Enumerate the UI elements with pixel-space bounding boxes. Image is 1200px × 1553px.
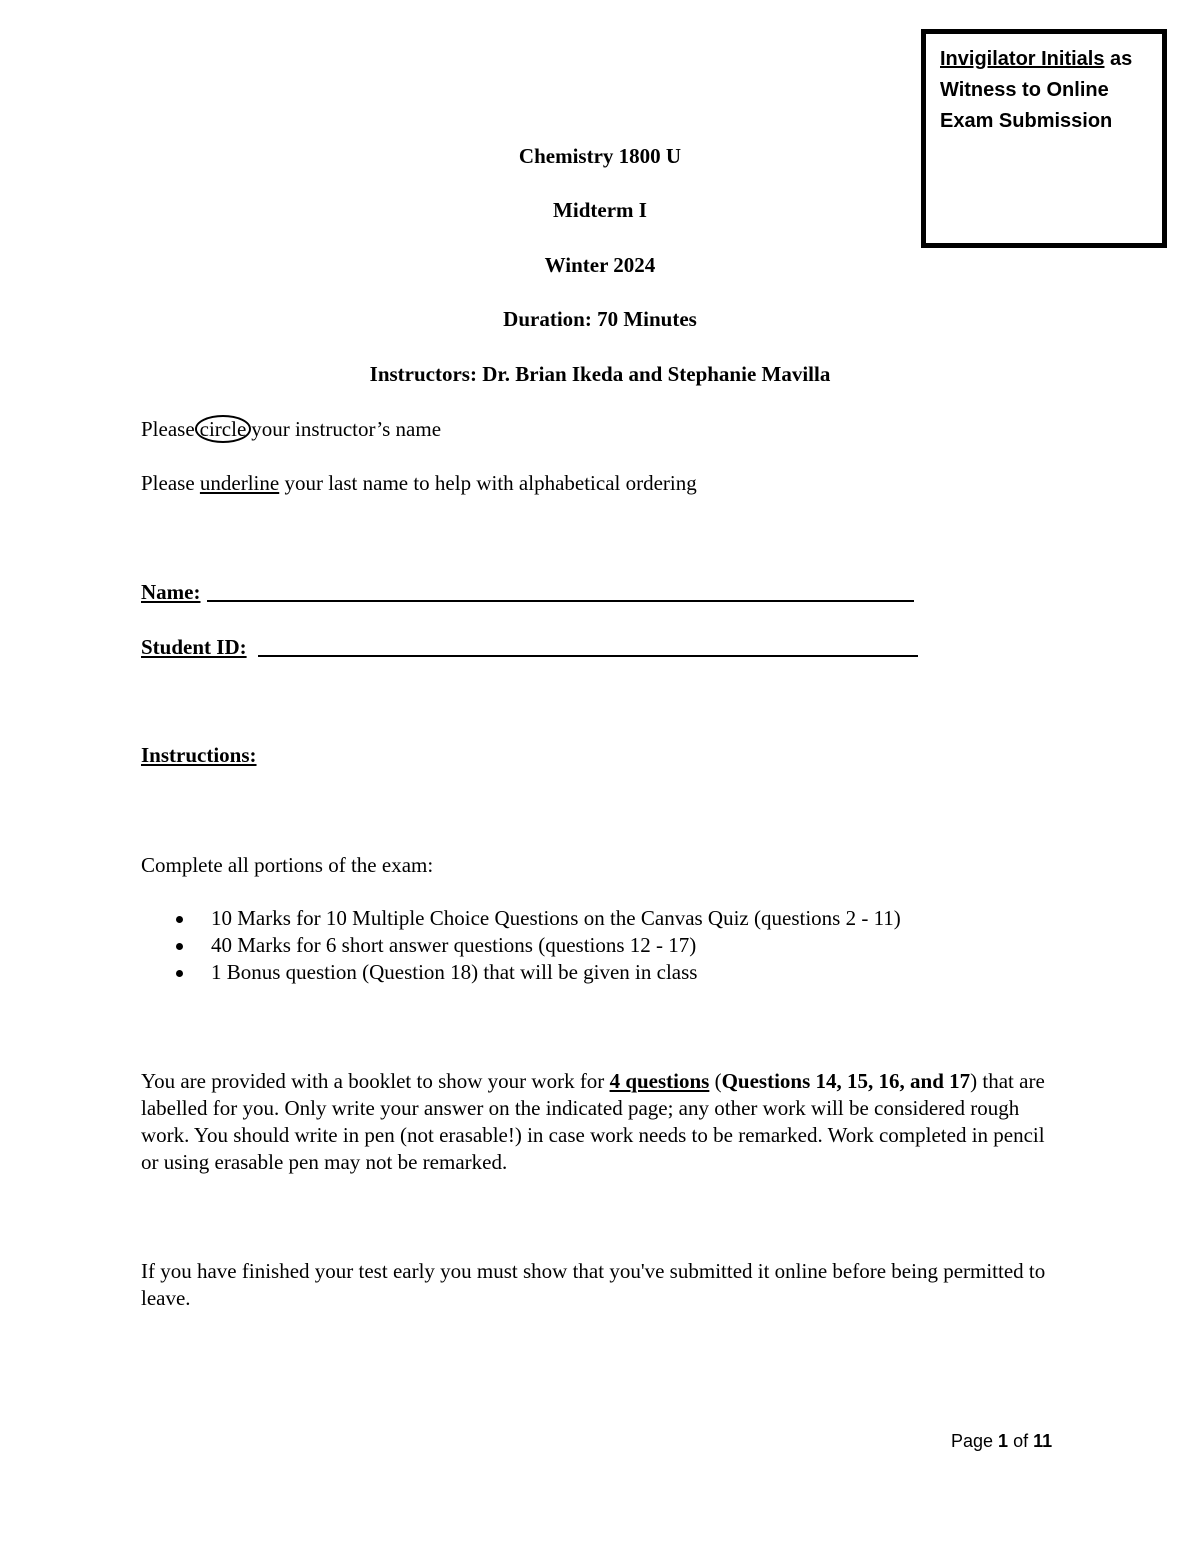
four-questions-emphasis: 4 questions: [609, 1069, 710, 1093]
name-field-label: Name:: [141, 580, 201, 604]
exam-duration: Duration: 70 Minutes: [503, 307, 697, 331]
marks-list: [141, 905, 1081, 986]
student-id-field-label: Student ID:: [141, 635, 247, 659]
instructions-heading: Instructions:: [141, 743, 257, 767]
underline-name-note: Please underline your last name to help with alphabetical ordering: [141, 471, 697, 495]
name-field: [141, 578, 200, 606]
exam-title: Midterm I: [553, 198, 647, 222]
early-finish-paragraph: If you have finished your test early you must show that you've submitted it online before being permitted to leave.: [141, 1259, 1046, 1310]
invigilator-initials-text: Invigilator Initials: [940, 48, 1105, 70]
name-field-line[interactable]: [207, 600, 914, 602]
student-id-field-line[interactable]: [258, 655, 918, 657]
exam-instructors: Instructors: Dr. Brian Ikeda and Stephanie Mavilla: [369, 362, 831, 386]
underlined-word: underline: [199, 471, 280, 495]
booklet-question-numbers: Questions 14, 15, 16, and 17: [721, 1069, 971, 1093]
list-item: 10 Marks for 10 Multiple Choice Questions on the Canvas Quiz (questions 2 - 11): [141, 905, 1081, 932]
circle-instructor-note: Please circle your instructor’s name: [141, 417, 442, 441]
course-title: Chemistry 1800 U: [518, 144, 682, 168]
page-number: Page 1 of 11: [951, 1431, 1053, 1451]
instructions-intro: Complete all portions of the exam:: [141, 853, 434, 877]
invigilator-witness-label: Invigilator Initials as Witness to Online Exam Submission: [940, 48, 1133, 132]
list-item: 40 Marks for 6 short answer questions (questions 12 - 17): [141, 932, 1081, 959]
circled-word: circle: [195, 415, 252, 443]
exam-term: Winter 2024: [544, 253, 656, 277]
list-item: 1 Bonus question (Question 18) that will be given in class: [141, 959, 1081, 986]
booklet-paragraph: You are provided with a booklet to show your work for 4 questions (Questions 14, 15, 16, and 17) that are labelled for you. Only write your answer on the indicated page; any other work will be considered rough work. You should write in pen (not erasable!) in case work needs to be remarked. Work completed in pencil or using erasable pen may not be remarked.: [141, 1069, 1045, 1174]
student-id-field: [141, 633, 247, 661]
